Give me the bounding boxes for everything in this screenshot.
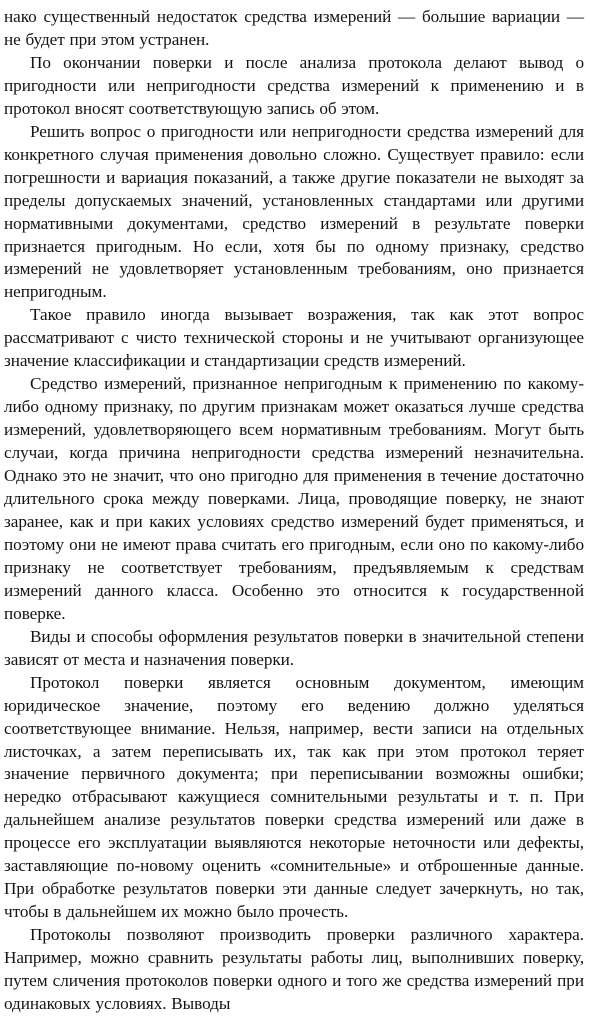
paragraph-7: Протокол поверки является основным документом, имеющим юридическое значение, поэтому его ведению должно уделяться соответствующее внимание. Нельзя, например, вести записи на отдельных листочках, а затем переписывать их, так как при этом протокол теряет значение первичного документа; при переписывании возможны ошибки; нередко отбрасывают кажущиеся сомнительными результаты и т. п. При дальнейшем анализе результатов поверки средства измерений или даже в процессе его эксплуатации выявляются некоторые неточности или дефекты, заставляющие по-новому оценить «сомнительные» и отброшенные данные. При обработке результатов поверки эти данные следует зачеркнуть, но так, чтобы в дальнейшем их можно было прочесть. bbox=[4, 672, 584, 922]
paragraph-3: Решить вопрос о пригодности или непригодности средства измерений для конкретного случая применения довольно сложно. Существует правило: если погрешности и вариация показаний, а также другие показатели не выходят за пределы допускаемых значений, установленных стандартами или другими нормативными документами, средство измерений в результате поверки признается пригодным. Но если, хотя бы по одному признаку, средство измерений не удовлетворяет установленным требованиям, оно признается непригодным. bbox=[4, 121, 584, 302]
paragraph-2: По окончании поверки и после анализа протокола делают вывод о пригодности или непригодности средства измерений к применению и в протокол вносят соответствующую запись об этом. bbox=[4, 52, 584, 118]
paragraph-5: Средство измерений, признанное непригодным к применению по какому-либо одному признаку, по другим признакам может оказаться лучше средства измерений, удовлетворяющего всем нормативным требованиям. Могут быть случаи, когда причина непригодности средства измерений незначительна. Однако это не значит, что оно пригодно для применения в течение достаточно длительного срока между поверками. Лица, проводящие поверку, не знают заранее, как и при каких условиях средство измерений будет применяться, и поэтому они не имеют права считать его пригодным, если оно по какому-либо признаку не соответствует требованиям, предъявляемым к средствам измерений данного класса. Особенно это относится к государственной поверке. bbox=[4, 374, 584, 623]
paragraph-4: Такое правило иногда вызывает возражения, так как этот вопрос рассматривают с чисто технической стороны и не учитывают организующее значение классификации и стандартизации средств измерений. bbox=[4, 305, 584, 371]
paragraph-8: Протоколы позволяют производить проверки различного характера. Например, можно сравнить результаты работы лиц, выполнивших поверку, путем сличения протоколов поверки одного и того же средства измерений при одинаковых условиях. Выводы bbox=[4, 925, 584, 1013]
document-page bbox=[4, 6, 584, 1013]
paragraph-1: нако существенный недостаток средства измерений — большие вариации — не будет при этом устранен. bbox=[4, 7, 584, 49]
paragraph-6: Виды и способы оформления результатов поверки в значительной степени зависят от места и назначения поверки. bbox=[4, 626, 584, 669]
